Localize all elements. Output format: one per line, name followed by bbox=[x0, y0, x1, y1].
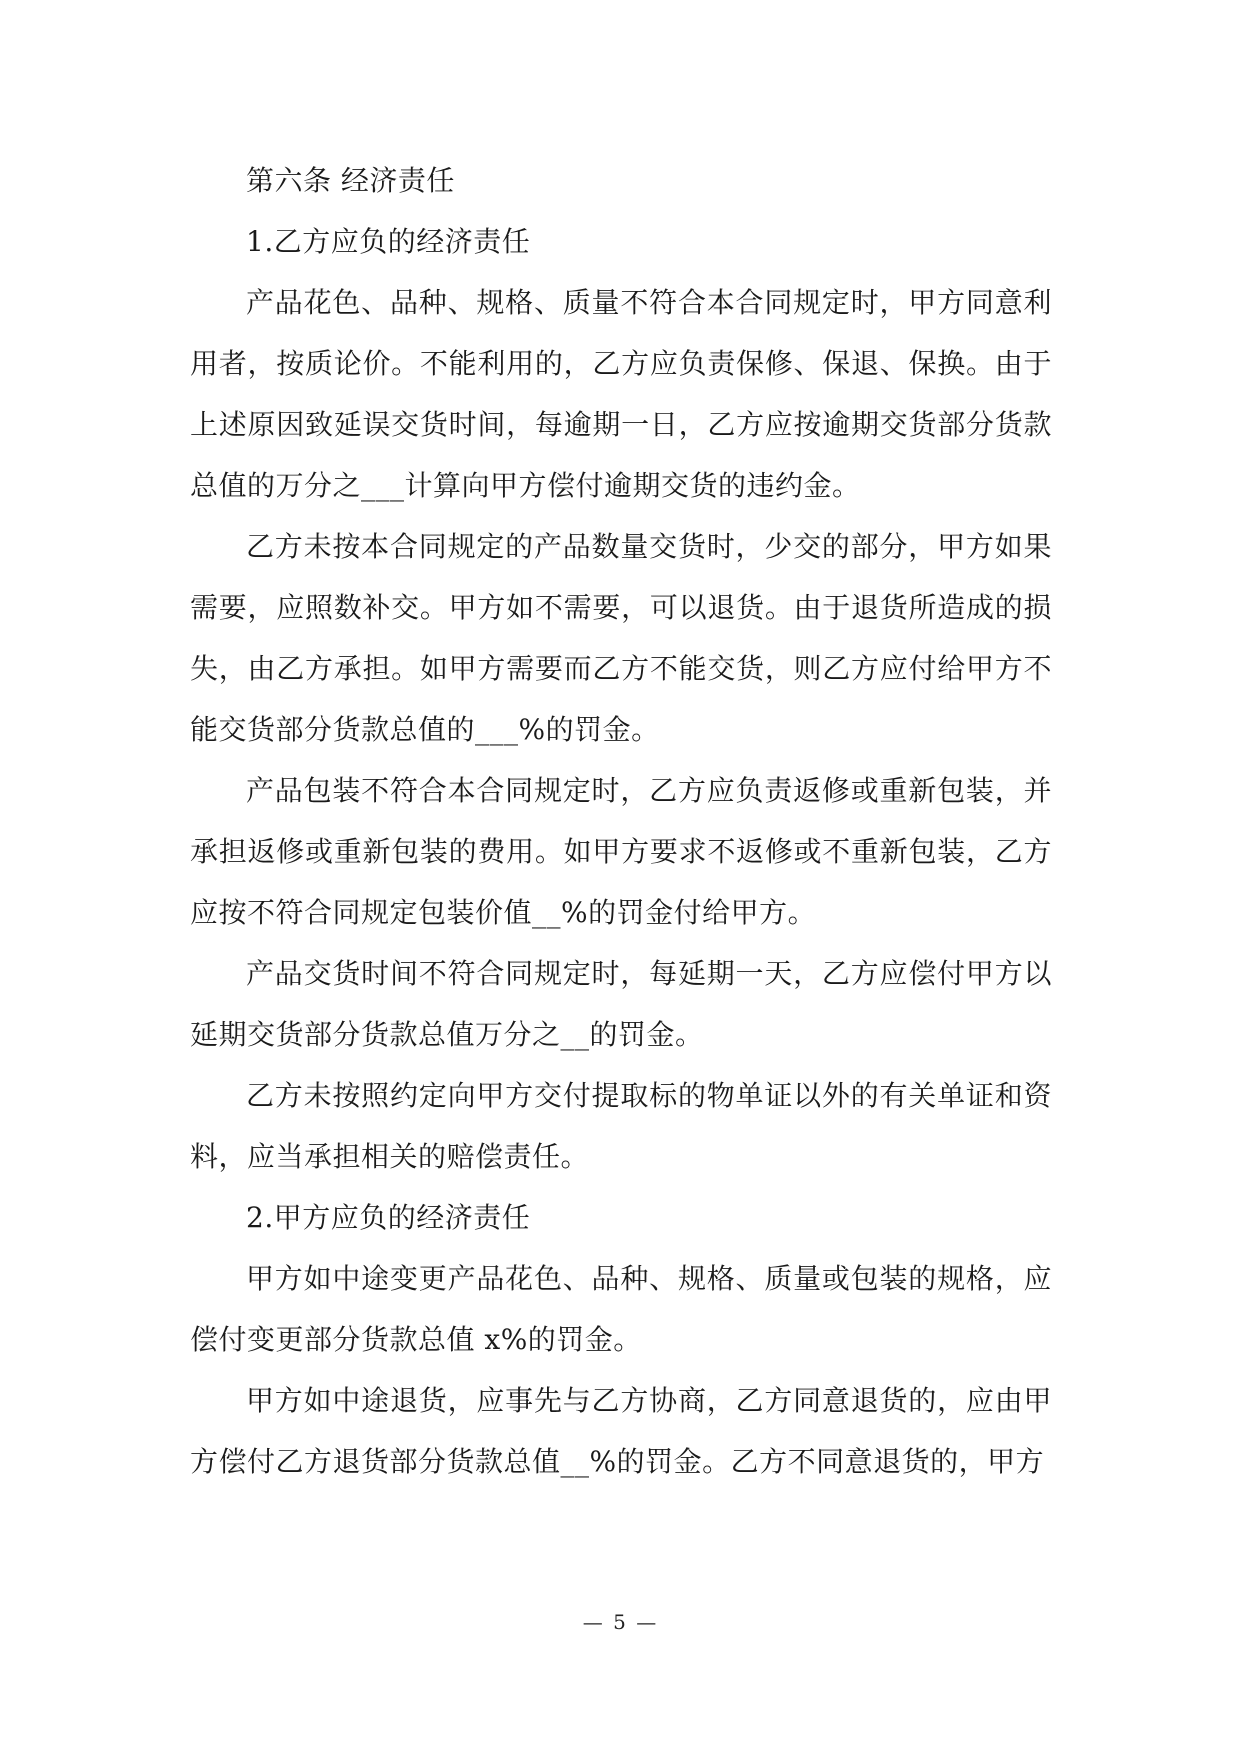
section-2-title: 2.甲方应负的经济责任 bbox=[246, 1201, 531, 1234]
section-1-title: 1.乙方应负的经济责任 bbox=[246, 225, 531, 258]
page-number: — 5 — bbox=[582, 1610, 659, 1634]
document-body bbox=[190, 150, 1052, 1492]
paragraph: 产品花色、品种、规格、质量不符合本合同规定时，甲方同意利用者，按质论价。不能利用的，乙方应负责保修、保退、保换。由于上述原因致延误交货时间，每逾期一日，乙方应按逾期交货部分货款总值的万分之___计算向甲方偿付逾期交货的违约金。 bbox=[190, 286, 1052, 502]
paragraph: 产品交货时间不符合同规定时，每延期一天，乙方应偿付甲方以延期交货部分货款总值万分之__的罚金。 bbox=[190, 957, 1052, 1051]
paragraph: 乙方未按照约定向甲方交付提取标的物单证以外的有关单证和资料，应当承担相关的赔偿责任。 bbox=[190, 1079, 1052, 1173]
paragraph: 乙方未按本合同规定的产品数量交货时，少交的部分，甲方如果需要，应照数补交。甲方如不需要，可以退货。由于退货所造成的损失，由乙方承担。如甲方需要而乙方不能交货，则乙方应付给甲方不能交货部分货款总值的___%的罚金。 bbox=[190, 530, 1052, 746]
paragraph: 甲方如中途退货，应事先与乙方协商，乙方同意退货的，应由甲方偿付乙方退货部分货款总值__%的罚金。乙方不同意退货的，甲方 bbox=[190, 1384, 1052, 1478]
article-title: 第六条 经济责任 bbox=[246, 164, 455, 197]
paragraph: 甲方如中途变更产品花色、品种、规格、质量或包装的规格，应偿付变更部分货款总值 x%的罚金。 bbox=[190, 1262, 1052, 1356]
paragraph: 产品包装不符合本合同规定时，乙方应负责返修或重新包装，并承担返修或重新包装的费用。如甲方要求不返修或不重新包装，乙方应按不符合同规定包装价值__%的罚金付给甲方。 bbox=[190, 774, 1052, 929]
